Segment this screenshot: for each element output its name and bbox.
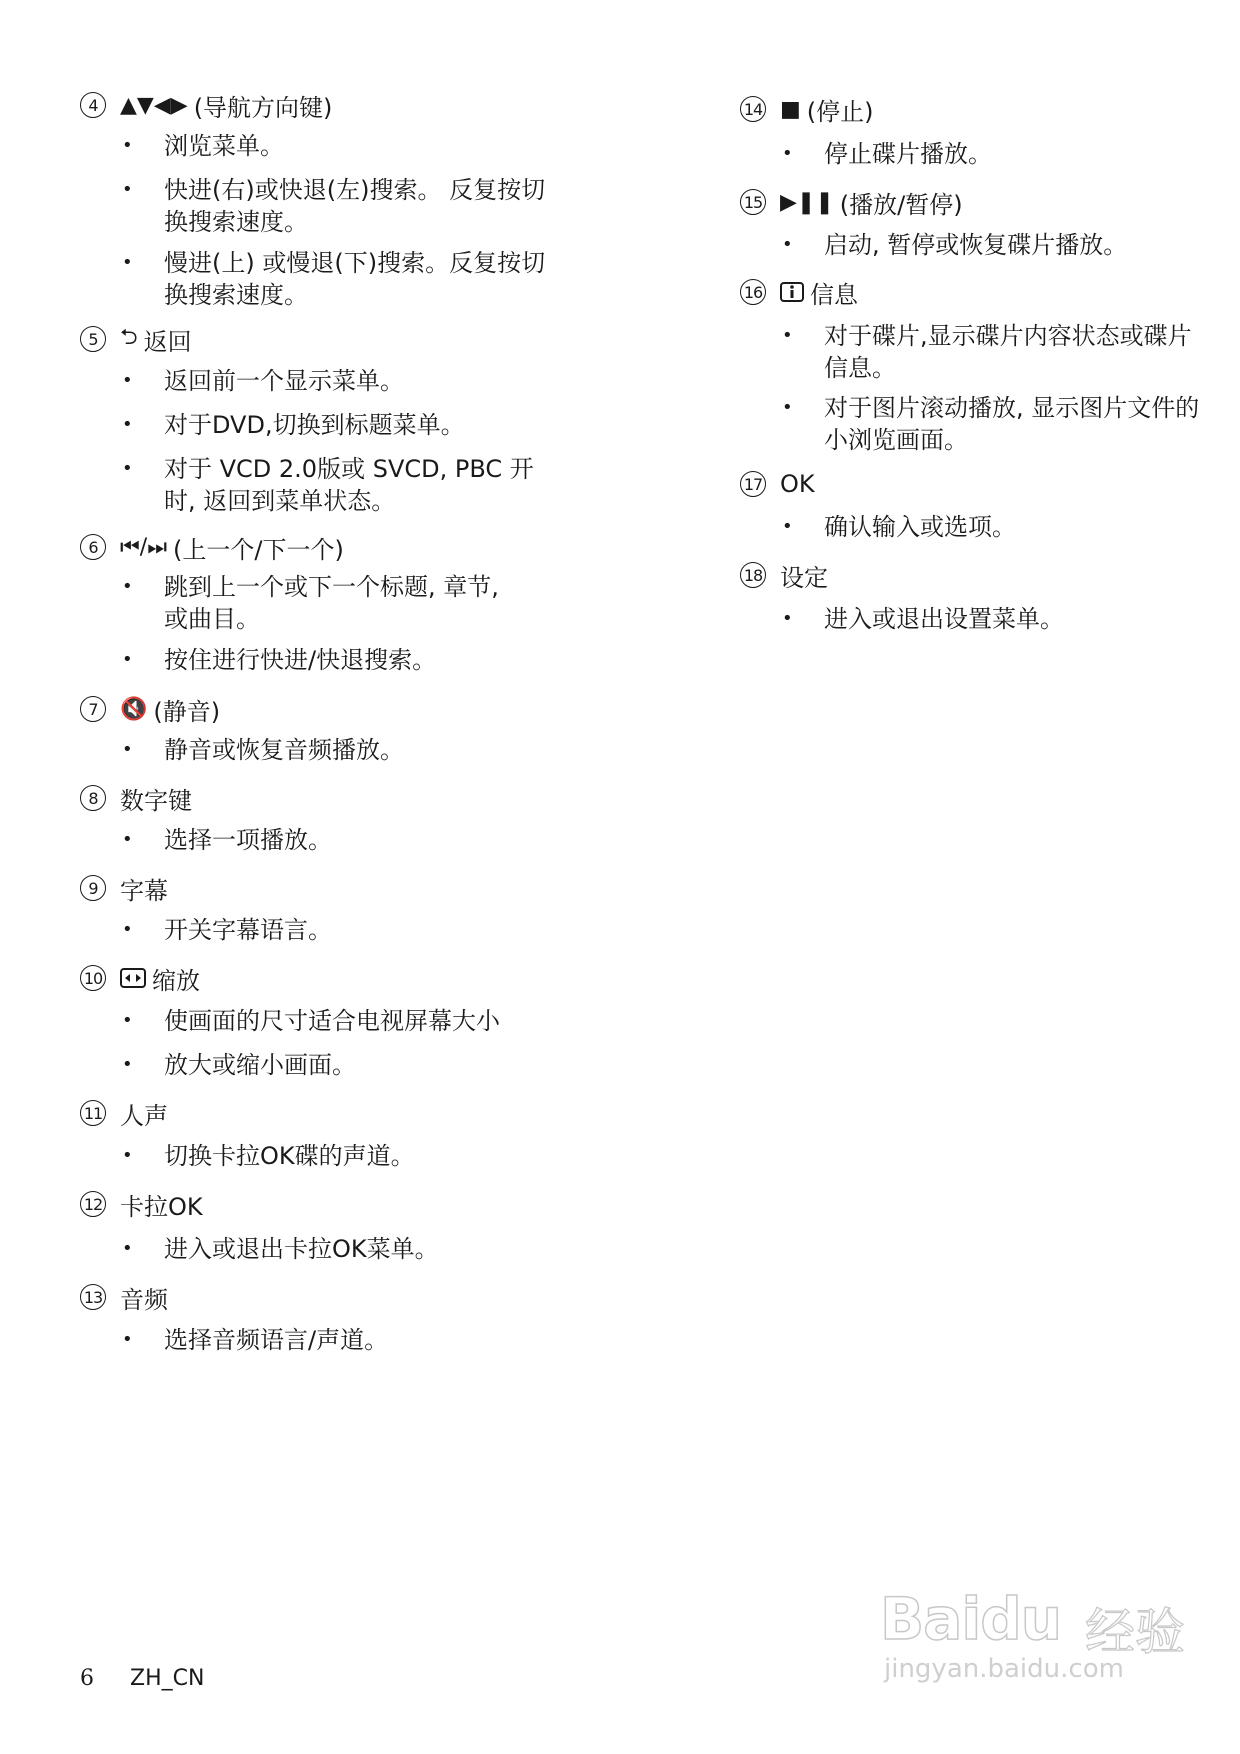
section-title: 缩放 — [152, 966, 200, 995]
section-title: (静音) — [153, 697, 221, 726]
list-item: • 对于碟片,显示碟片内容状态或碟片 信息。 — [782, 322, 1192, 382]
section-title: 卡拉OK — [120, 1192, 203, 1221]
section-heading — [80, 1096, 168, 1130]
section-title: 字幕 — [120, 876, 168, 905]
list-item: • 选择音频语言/声道。 — [122, 1326, 389, 1354]
baidu-watermark — [870, 1560, 1190, 1690]
watermark-url: jingyan.baidu.com — [884, 1654, 1124, 1684]
list-item: • 开关字幕语言。 — [122, 916, 332, 944]
item-number: 5 — [80, 326, 106, 352]
item-number: 4 — [80, 92, 106, 118]
list-item: • 快进(右)或快退(左)搜索。 反复按切 换搜索速度。 — [122, 176, 546, 236]
section-title: 信息 — [810, 280, 858, 309]
section-title: 人声 — [120, 1101, 168, 1130]
item-number: 15 — [740, 189, 766, 215]
language-code: ZH_CN — [130, 1666, 205, 1691]
section-title: 音频 — [120, 1285, 168, 1314]
list-item: • 对于DVD,切换到标题菜单。 — [122, 411, 465, 439]
zoom-icon — [120, 968, 146, 988]
section-title: 设定 — [780, 563, 828, 592]
item-number: 11 — [80, 1100, 106, 1126]
item-number: 10 — [80, 965, 106, 991]
item-number: 9 — [80, 875, 106, 901]
item-number: 6 — [80, 534, 106, 560]
list-item: • 确认输入或选项。 — [782, 513, 1016, 541]
list-item: • 停止碟片播放。 — [782, 140, 992, 168]
list-item: • 静音或恢复音频播放。 — [122, 736, 404, 764]
section-heading — [80, 871, 168, 905]
list-item: • 放大或缩小画面。 — [122, 1051, 356, 1079]
item-number: 8 — [80, 785, 106, 811]
section-heading — [80, 88, 332, 122]
section-title: OK — [780, 470, 815, 498]
item-number: 14 — [740, 96, 766, 122]
watermark-brand: Baidu — [880, 1585, 1062, 1653]
list-item: • 切换卡拉OK碟的声道。 — [122, 1142, 415, 1170]
section-heading — [80, 1187, 203, 1221]
section-heading — [80, 692, 220, 726]
section-title: (上一个/下一个) — [173, 535, 344, 564]
item-number: 16 — [740, 279, 766, 305]
list-item: • 进入或退出卡拉OK菜单。 — [122, 1235, 439, 1263]
page-number: 6 — [80, 1666, 94, 1691]
section-heading — [740, 467, 815, 501]
section-heading — [740, 275, 858, 309]
back-arrow-icon: ⮌ — [120, 325, 138, 350]
section-heading — [740, 185, 963, 219]
list-item: • 使画面的尺寸适合电视屏幕大小 — [122, 1007, 500, 1035]
play-pause-icon: ▶❚❚ — [780, 189, 834, 215]
section-title: (播放/暂停) — [839, 190, 963, 219]
item-number: 18 — [740, 562, 766, 588]
list-item: • 进入或退出设置菜单。 — [782, 605, 1064, 633]
section-title: 数字键 — [120, 786, 192, 815]
page-footer — [80, 1666, 204, 1691]
section-heading — [740, 92, 874, 126]
list-item: • 选择一项播放。 — [122, 826, 332, 854]
section-heading — [80, 961, 200, 995]
item-number: 13 — [80, 1284, 106, 1310]
list-item: • 返回前一个显示菜单。 — [122, 367, 404, 395]
item-number: 17 — [740, 471, 766, 497]
section-heading — [80, 1280, 168, 1314]
section-title: (停止) — [806, 97, 874, 126]
section-heading — [80, 322, 192, 356]
list-item: • 对于图片滚动播放, 显示图片文件的 小浏览画面。 — [782, 394, 1200, 454]
section-heading — [740, 558, 828, 592]
watermark-cn: 经验 — [1085, 1603, 1185, 1661]
section-heading — [80, 781, 192, 815]
list-item: • 跳到上一个或下一个标题, 章节, 或曲目。 — [122, 573, 499, 633]
item-number: 7 — [80, 696, 106, 722]
stop-icon: ■ — [780, 96, 801, 122]
info-icon — [780, 282, 804, 302]
list-item: • 对于 VCD 2.0版或 SVCD, PBC 开 时, 返回到菜单状态。 — [122, 455, 534, 515]
section-heading — [80, 530, 344, 564]
section-title: (导航方向键) — [193, 93, 333, 122]
prev-next-icon: ⏮/⏭ — [120, 534, 168, 560]
list-item: • 启动, 暂停或恢复碟片播放。 — [782, 231, 1128, 259]
item-number: 12 — [80, 1191, 106, 1217]
section-title: 返回 — [143, 327, 192, 356]
list-item: • 浏览菜单。 — [122, 132, 284, 160]
mute-icon: 🔇 — [120, 696, 148, 722]
navigation-arrows-icon: ▲▼◀▶ — [120, 92, 188, 118]
list-item: • 慢进(上) 或慢退(下)搜索。反复按切 换搜索速度。 — [122, 249, 546, 309]
list-item: • 按住进行快进/快退搜索。 — [122, 646, 437, 674]
